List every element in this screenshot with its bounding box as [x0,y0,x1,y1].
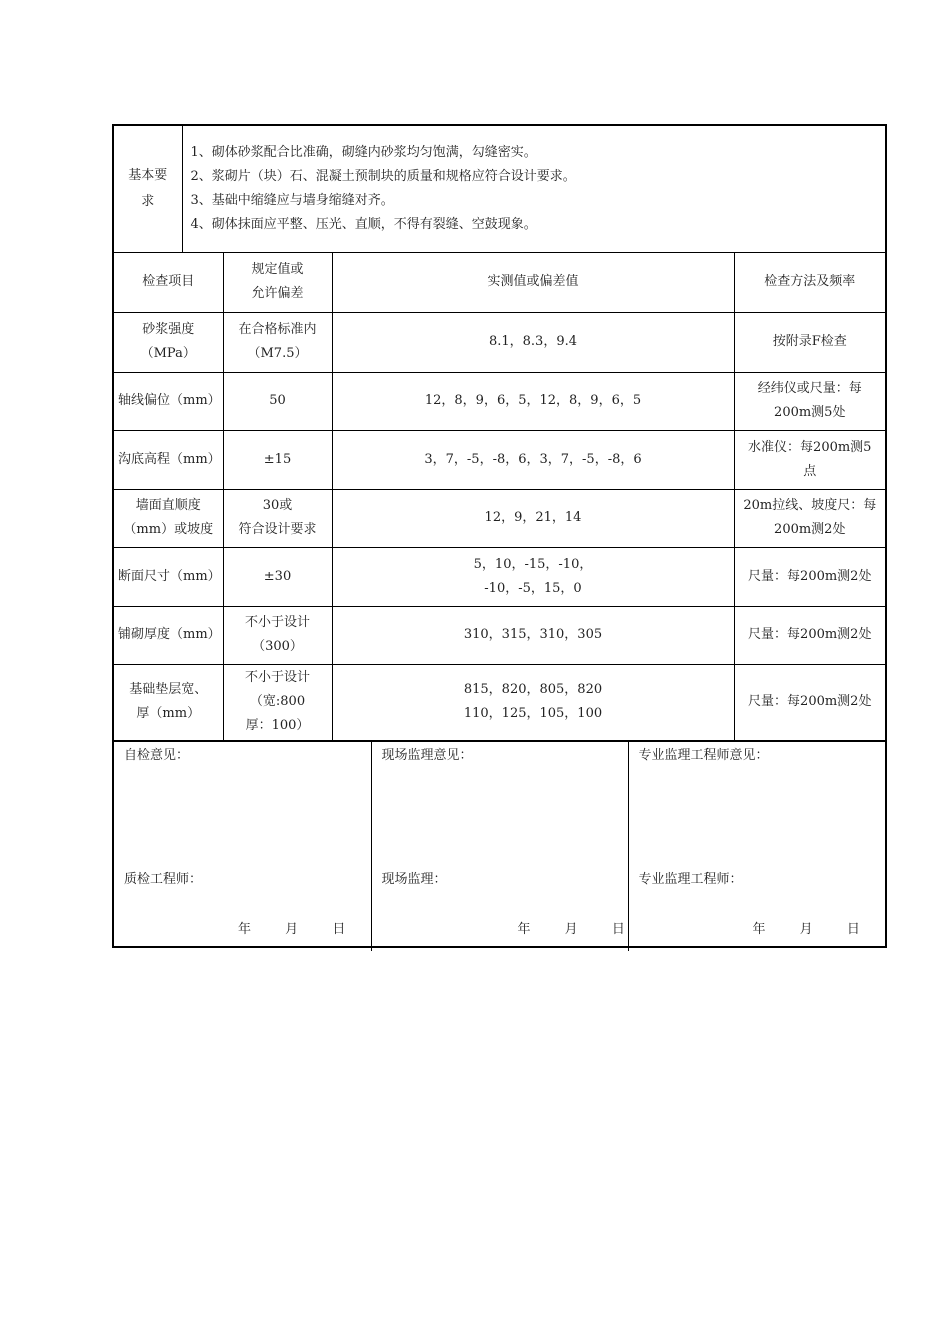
basic-requirements-label: 基本要 求 [114,126,182,252]
measured-cell: 310，315，310，305 [332,606,734,664]
method-cell: 尺量：每200m测2处 [734,606,885,664]
spec-cell: ±30 [223,547,332,606]
opinion-title: 自检意见： [124,747,190,763]
table-row [114,664,885,740]
item-cell: 沟底高程（mm） [114,430,223,489]
measured-cell: 12，9，21，14 [332,489,734,547]
spec-cell: 不小于设计 （宽:800 厚：100） [223,664,332,740]
signer-label: 现场监理： [381,871,447,887]
method-cell: 尺量：每200m测2处 [734,547,885,606]
item-cell: 基础垫层宽、 厚（mm） [114,664,223,740]
date-line: 年 月 日 [238,921,346,937]
date-line: 年 月 日 [517,921,625,937]
method-cell: 水准仪：每200m测5 点 [734,430,885,489]
item-cell: 铺砌厚度（mm） [114,606,223,664]
table-row [114,430,885,489]
inspection-table [114,126,885,741]
header-item: 检查项目 [114,252,223,312]
header-row [114,252,885,312]
measured-cell: 815，820，805，820 110，125，105，100 [332,664,734,740]
spec-cell: 不小于设计 （300） [223,606,332,664]
method-cell: 尺量：每200m测2处 [734,664,885,740]
measured-cell: 12，8，9，6，5，12，8，9，6，5 [332,372,734,430]
item-cell: 砂浆强度 （MPa） [114,312,223,372]
opinion-title: 专业监理工程师意见： [638,747,769,763]
inspection-rows [114,312,885,740]
table-row [114,312,885,372]
method-cell: 按附录F检查 [734,312,885,372]
table-row [114,372,885,430]
site-supervisor-opinion [371,741,628,951]
spec-cell: 在合格标准内 （M7.5） [223,312,332,372]
professional-supervisor-opinion [628,741,885,951]
method-cell: 经纬仪或尺量：每 200m测5处 [734,372,885,430]
signer-label: 专业监理工程师： [638,871,743,887]
measured-cell: 8.1，8.3，9.4 [332,312,734,372]
header-method: 检查方法及频率 [734,252,885,312]
inspection-form [112,124,887,948]
requirement-item: 1、砌体砂浆配合比准确，砌缝内砂浆均匀饱满，勾缝密实。 [190,144,537,160]
method-cell: 20m拉线、坡度尺：每 200m测2处 [734,489,885,547]
spec-cell: 50 [223,372,332,430]
self-check-opinion [114,741,371,951]
header-measured: 实测值或偏差值 [332,252,734,312]
date-line: 年 月 日 [752,921,860,937]
opinion-title: 现场监理意见： [381,747,473,763]
opinions-table [114,741,885,951]
requirement-item: 4、砌体抹面应平整、压光、直顺，不得有裂缝、空鼓现象。 [190,216,537,232]
item-cell: 轴线偏位（mm） [114,372,223,430]
measured-cell: 3，7，-5，-8，6，3，7，-5，-8，6 [332,430,734,489]
requirement-item: 3、基础中缩缝应与墙身缩缝对齐。 [190,192,394,208]
table-row [114,489,885,547]
basic-requirements-list [182,126,885,252]
spec-cell: 30或 符合设计要求 [223,489,332,547]
basic-requirements-row [114,126,885,252]
table-row [114,547,885,606]
item-cell: 断面尺寸（mm） [114,547,223,606]
header-spec: 规定值或 允许偏差 [223,252,332,312]
signer-label: 质检工程师： [124,871,203,887]
requirement-item: 2、浆砌片（块）石、混凝土预制块的质量和规格应符合设计要求。 [190,168,576,184]
measured-cell: 5，10，-15，-10， -10，-5，15，0 [332,547,734,606]
spec-cell: ±15 [223,430,332,489]
item-cell: 墙面直顺度 （mm）或坡度 [114,489,223,547]
table-row [114,606,885,664]
